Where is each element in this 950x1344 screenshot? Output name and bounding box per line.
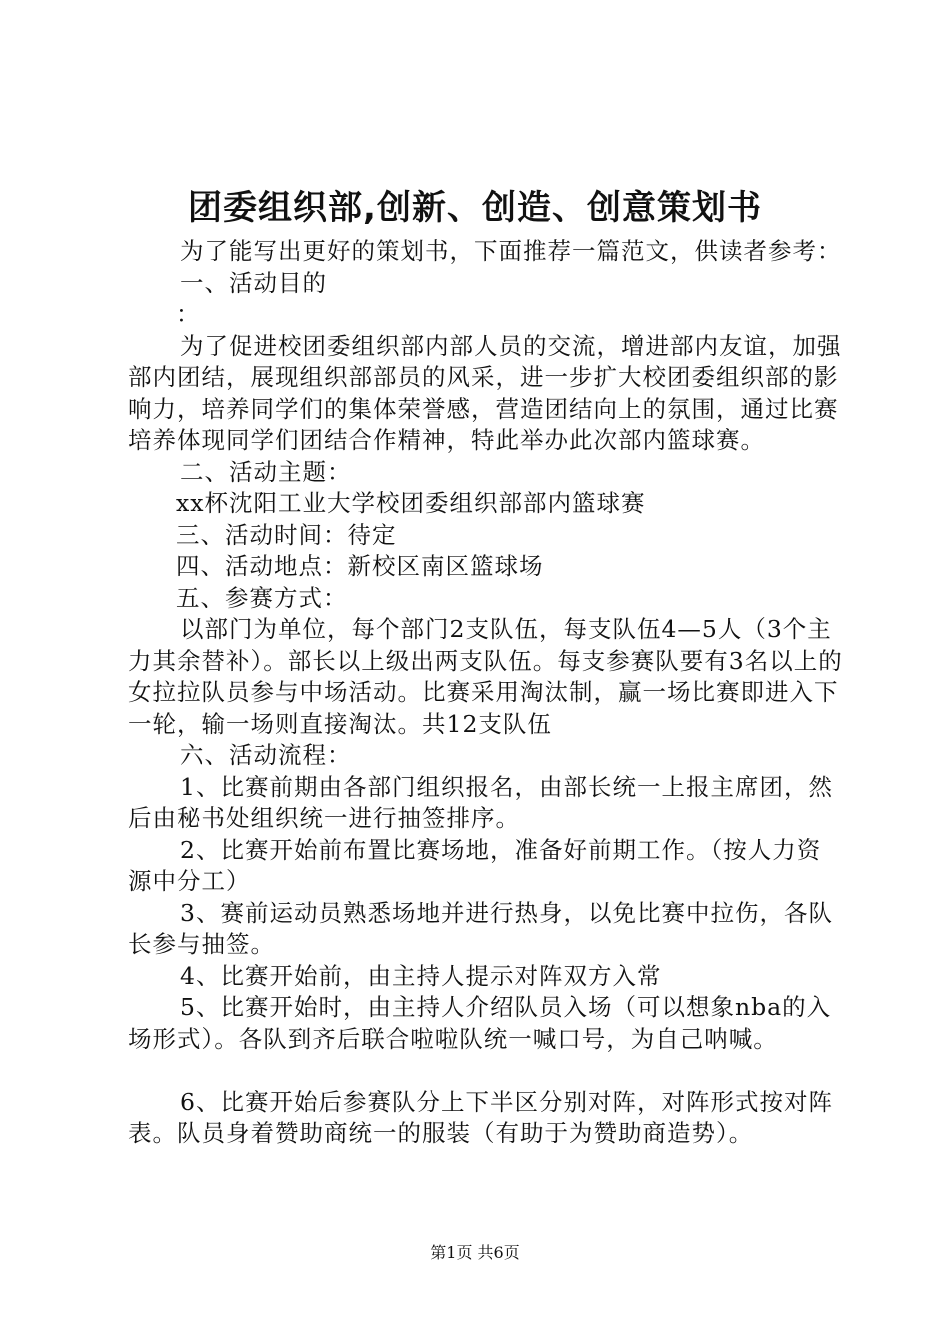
- process-step-2: 2、比赛开始前布置比赛场地，准备好前期工作。（按人力资源中分工）: [128, 835, 822, 895]
- intro-paragraph: 为了能写出更好的策划书，下面推荐一篇范文，供读者参考：: [180, 237, 842, 265]
- process-step-5: 5、比赛开始时，由主持人介绍队员入场（可以想象nba的入场形式）。各队到齐后联合啦啦队统一喊口号，为自己呐喊。: [128, 993, 832, 1053]
- process-step-4: 4、比赛开始前，由主持人提示对阵双方入常: [180, 961, 662, 990]
- section-heading-time: 三、活动时间：待定: [176, 520, 397, 549]
- section-heading-theme: 二、活动主题：: [180, 457, 352, 486]
- process-step-1: 1、比赛前期由各部门组织报名，由部长统一上报主席团，然后由秘书处组织统一进行抽签排序。: [128, 772, 833, 832]
- process-step-6: 6、比赛开始后参赛队分上下半区分别对阵，对阵形式按对阵表。队员身着赞助商统一的服装（有助于为赞助商造势）。: [128, 1087, 833, 1147]
- purpose-paragraph: 为了促进校团委组织部内部人员的交流，增进部内友谊，加强部内团结，展现组织部部员的风采，进一步扩大校团委组织部的影响力，培养同学们的集体荣誉感，营造团结向上的氛围，通过比赛培养体现同学们团结合作精神，特此举办此次部内篮球赛。: [128, 331, 842, 454]
- theme-paragraph: xx杯沈阳工业大学校团委组织部部内篮球赛: [176, 489, 646, 517]
- section-heading-format: 五、参赛方式：: [176, 583, 348, 612]
- page-footer: 第1页 共6页: [430, 1243, 520, 1262]
- process-step-3: 3、赛前运动员熟悉场地并进行热身，以免比赛中拉伤，各队长参与抽签。: [128, 898, 833, 958]
- section-heading-location: 四、活动地点：新校区南区篮球场: [176, 552, 544, 580]
- section-heading-purpose: 一、活动目的: [180, 268, 327, 297]
- document-title: 团委组织部,创新、创造、创意策划书: [188, 188, 762, 228]
- document-body: [128, 236, 843, 1150]
- blank-line: [128, 1055, 843, 1087]
- section-heading-process: 六、活动流程：: [180, 741, 352, 769]
- format-paragraph: 以部门为单位，每个部门2支队伍，每支队伍4—5人（3个主力其余替补）。部长以上级出两支队伍。每支参赛队要有3名以上的女拉拉队员参与中场活动。比赛采用淘汰制，赢一场比赛即进入下一轮，输一场则直接淘汰。共12支队伍: [128, 615, 843, 738]
- colon-line: ：: [176, 300, 201, 328]
